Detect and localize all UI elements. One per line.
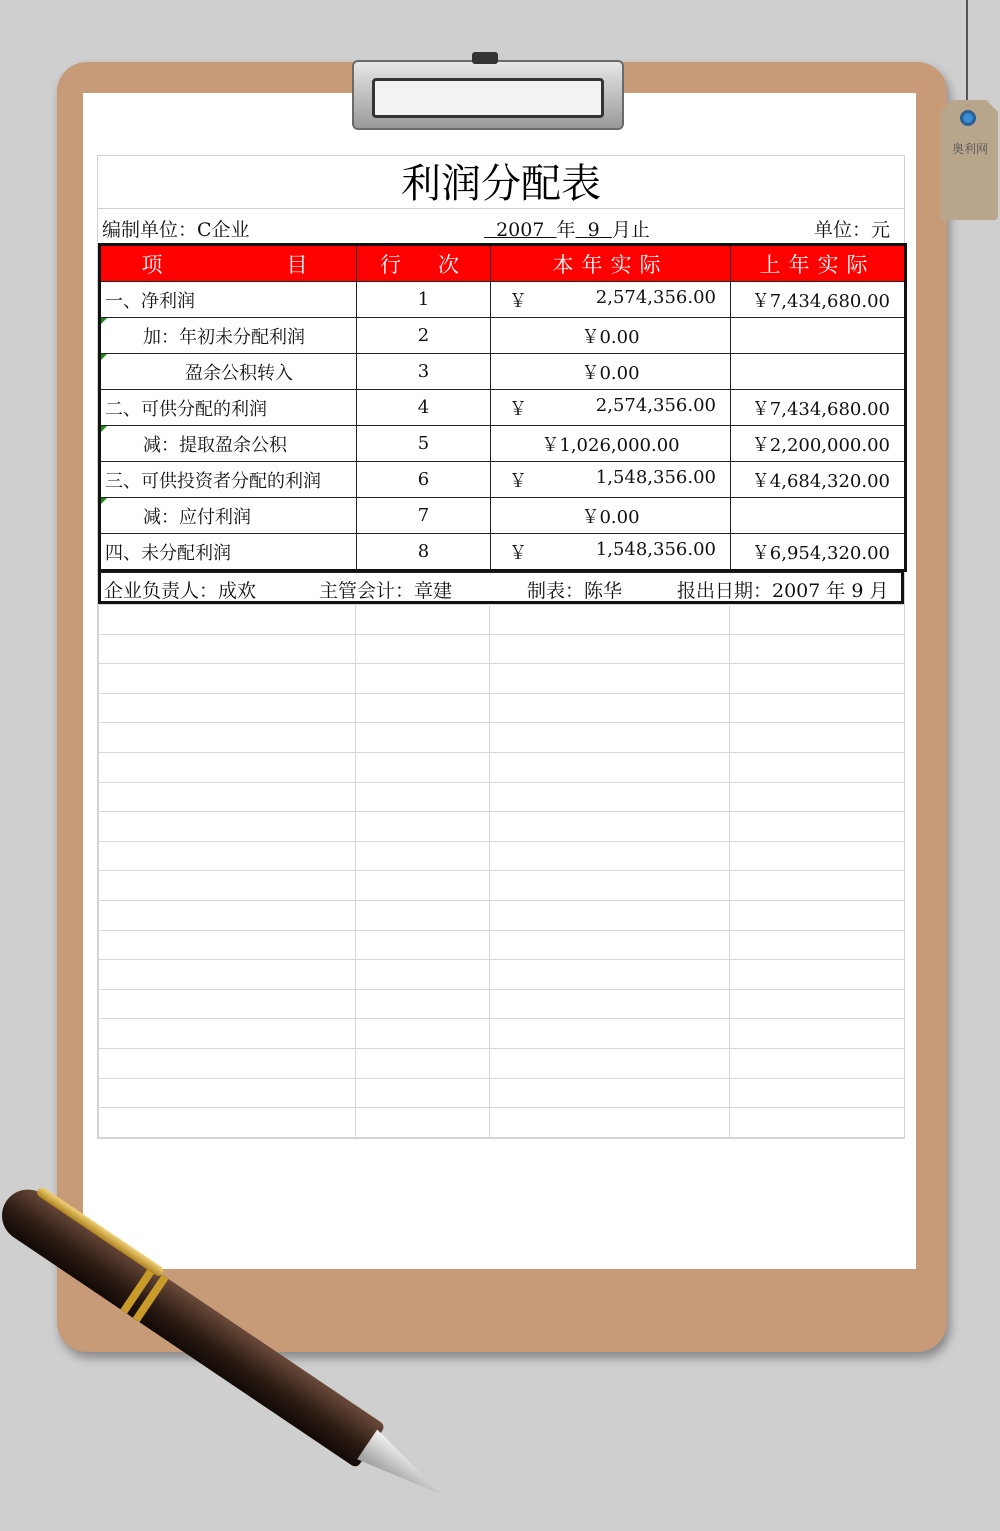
row-previous: ￥7,434,680.00 <box>731 390 906 426</box>
row-item: 一、净利润 <box>100 282 357 318</box>
row-current: ￥ 2,574,356.00 <box>491 282 731 318</box>
year-suffix: 年 <box>556 219 576 241</box>
row-line: 6 <box>357 462 491 498</box>
currency-unit: 单位：元 <box>813 219 890 241</box>
row-item: 二、可供分配的利润 <box>100 390 357 426</box>
clipboard-clip-icon <box>352 60 624 130</box>
row-item: 盈余公积转入 <box>100 354 357 390</box>
accountant-signature: 主管会计：章建 <box>319 580 453 602</box>
row-previous <box>731 318 906 354</box>
tag-text: 奥利网 <box>951 142 988 156</box>
table-row <box>100 354 906 390</box>
page-title: 利润分配表 <box>401 161 601 207</box>
tag-hole <box>960 110 976 126</box>
row-line: 5 <box>357 426 491 462</box>
row-previous: ￥6,954,320.00 <box>731 534 906 571</box>
row-current: ￥0.00 <box>491 354 731 390</box>
row-previous: ￥4,684,320.00 <box>731 462 906 498</box>
row-previous <box>731 354 906 390</box>
table-row <box>100 390 906 426</box>
table-row <box>100 462 906 498</box>
row-item: 减：提取盈余公积 <box>100 426 357 462</box>
month-suffix: 月止 <box>611 219 650 241</box>
unit-label: 编制单位：C企业 <box>102 219 250 241</box>
row-line: 4 <box>357 390 491 426</box>
signature-row <box>98 572 904 604</box>
row-item: 三、可供投资者分配的利润 <box>100 462 357 498</box>
table-row <box>100 426 906 462</box>
row-previous <box>731 498 906 534</box>
preparer-signature: 制表：陈华 <box>527 580 623 602</box>
table-row <box>100 534 906 571</box>
row-line: 3 <box>357 354 491 390</box>
tag-string <box>966 0 968 112</box>
row-line: 1 <box>357 282 491 318</box>
row-current: ￥ 2,574,356.00 <box>491 390 731 426</box>
row-current: ￥0.00 <box>491 498 731 534</box>
month-value: 9 <box>587 219 600 241</box>
table-row <box>100 498 906 534</box>
clip-knob <box>472 52 498 64</box>
row-item: 减：应付利润 <box>100 498 357 534</box>
profit-distribution-document <box>97 155 905 1139</box>
row-item: 加：年初未分配利润 <box>100 318 357 354</box>
head-signature: 企业负责人：成欢 <box>104 580 257 602</box>
report-date: 报出日期：2007 年 9 月 <box>677 580 889 602</box>
row-item: 四、未分配利润 <box>100 534 357 571</box>
blank-grid <box>98 604 905 1138</box>
row-previous: ￥2,200,000.00 <box>731 426 906 462</box>
row-line: 7 <box>357 498 491 534</box>
header-item: 项 目 <box>100 245 357 282</box>
year-value: 2007 <box>496 219 545 241</box>
row-current: ￥ 1,548,356.00 <box>491 534 731 571</box>
table-row <box>100 318 906 354</box>
header-line: 行 次 <box>357 245 491 282</box>
table-header-row <box>100 245 906 282</box>
row-line: 8 <box>357 534 491 571</box>
row-current: ￥0.00 <box>491 318 731 354</box>
profit-table <box>98 243 907 572</box>
row-previous: ￥7,434,680.00 <box>731 282 906 318</box>
header-previous: 上年实际 <box>731 245 906 282</box>
header-current: 本年实际 <box>491 245 731 282</box>
period-label <box>484 215 650 242</box>
info-row <box>98 208 904 243</box>
row-current: ￥ 1,548,356.00 <box>491 462 731 498</box>
row-current: ￥1,026,000.00 <box>491 426 731 462</box>
row-line: 2 <box>357 318 491 354</box>
table-row <box>100 282 906 318</box>
